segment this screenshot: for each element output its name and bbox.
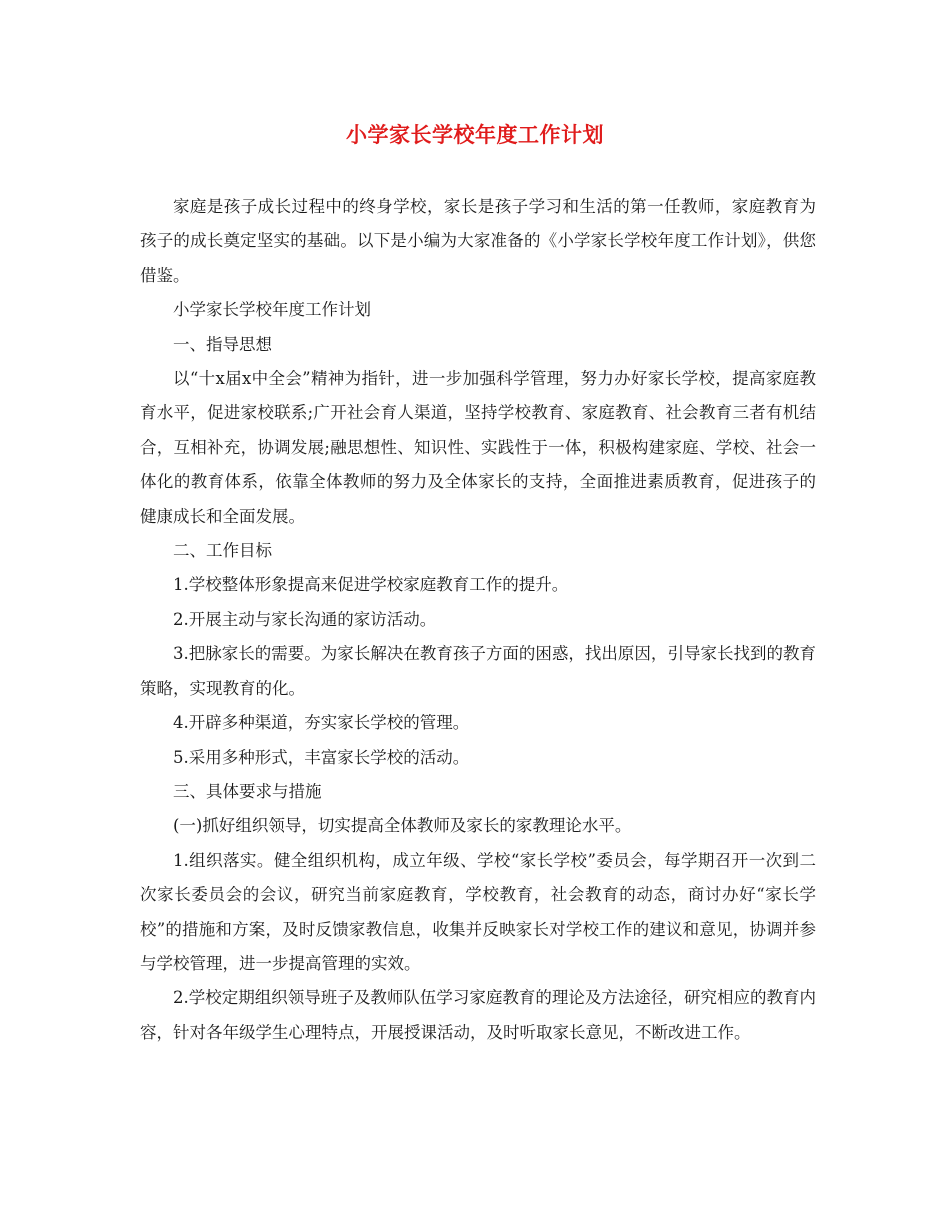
subsection-heading-organization: (一)抓好组织领导，切实提高全体教师及家长的家教理论水平。 xyxy=(173,816,632,836)
section-heading-work-goals: 二、工作目标 xyxy=(173,541,272,561)
goal-item-5: 5.采用多种形式，丰富家长学校的活动。 xyxy=(173,747,470,767)
paragraph-intro: 家庭是孩子成长过程中的终身学校，家长是孩子学习和生活的第一任教师，家庭教育为孩子的成长奠定坚实的基础。以下是小编为大家准备的《小学家长学校年度工作计划》，供您借鉴。 xyxy=(140,197,816,285)
section-heading-requirements: 三、具体要求与措施 xyxy=(173,781,322,801)
goal-item-4: 4.开辟多种渠道，夯实家长学校的管理。 xyxy=(173,713,470,733)
measure-item-1: 1.组织落实。健全组织机构，成立年级、学校“家长学校”委员会，每学期召开一次到二次家长委员会的会议，研究当前家庭教育，学校教育，社会教育的动态，商讨办好“家长学校”的措施和方案，及时反馈家教信息，收集并反映家长对学校工作的建议和意见，协调并参与学校管理，进一步提高管理的实效。 xyxy=(140,850,816,973)
goal-item-2: 2.开展主动与家长沟通的家访活动。 xyxy=(173,609,437,629)
paragraph-subtitle: 小学家长学校年度工作计划 xyxy=(173,300,371,320)
goal-item-3: 3.把脉家长的需要。为家长解决在教育孩子方面的困惑，找出原因，引导家长找到的教育策略，实现教育的化。 xyxy=(140,644,816,698)
section-heading-guiding-thought: 一、指导思想 xyxy=(173,334,272,354)
measure-item-2: 2.学校定期组织领导班子及教师队伍学习家庭教育的理论及方法途径，研究相应的教育内容，针对各年级学生心理特点，开展授课活动，及时听取家长意见，不断改进工作。 xyxy=(140,988,816,1042)
document-body xyxy=(140,190,816,1050)
document-title: 小学家长学校年度工作计划 xyxy=(346,122,604,147)
paragraph-guiding-thought: 以“十x届x中全会”精神为指针，进一步加强科学管理，努力办好家长学校，提高家庭教育水平，促进家校联系;广开社会育人渠道，坚持学校教育、家庭教育、社会教育三者有机结合，互相补充，协调发展;融思想性、知识性、实践性于一体，积极构建家庭、学校、社会一体化的教育体系，依靠全体教师的努力及全体家长的支持，全面推进素质教育，促进孩子的健康成长和全面发展。 xyxy=(140,369,816,526)
goal-item-1: 1.学校整体形象提高来促进学校家庭教育工作的提升。 xyxy=(173,575,569,595)
